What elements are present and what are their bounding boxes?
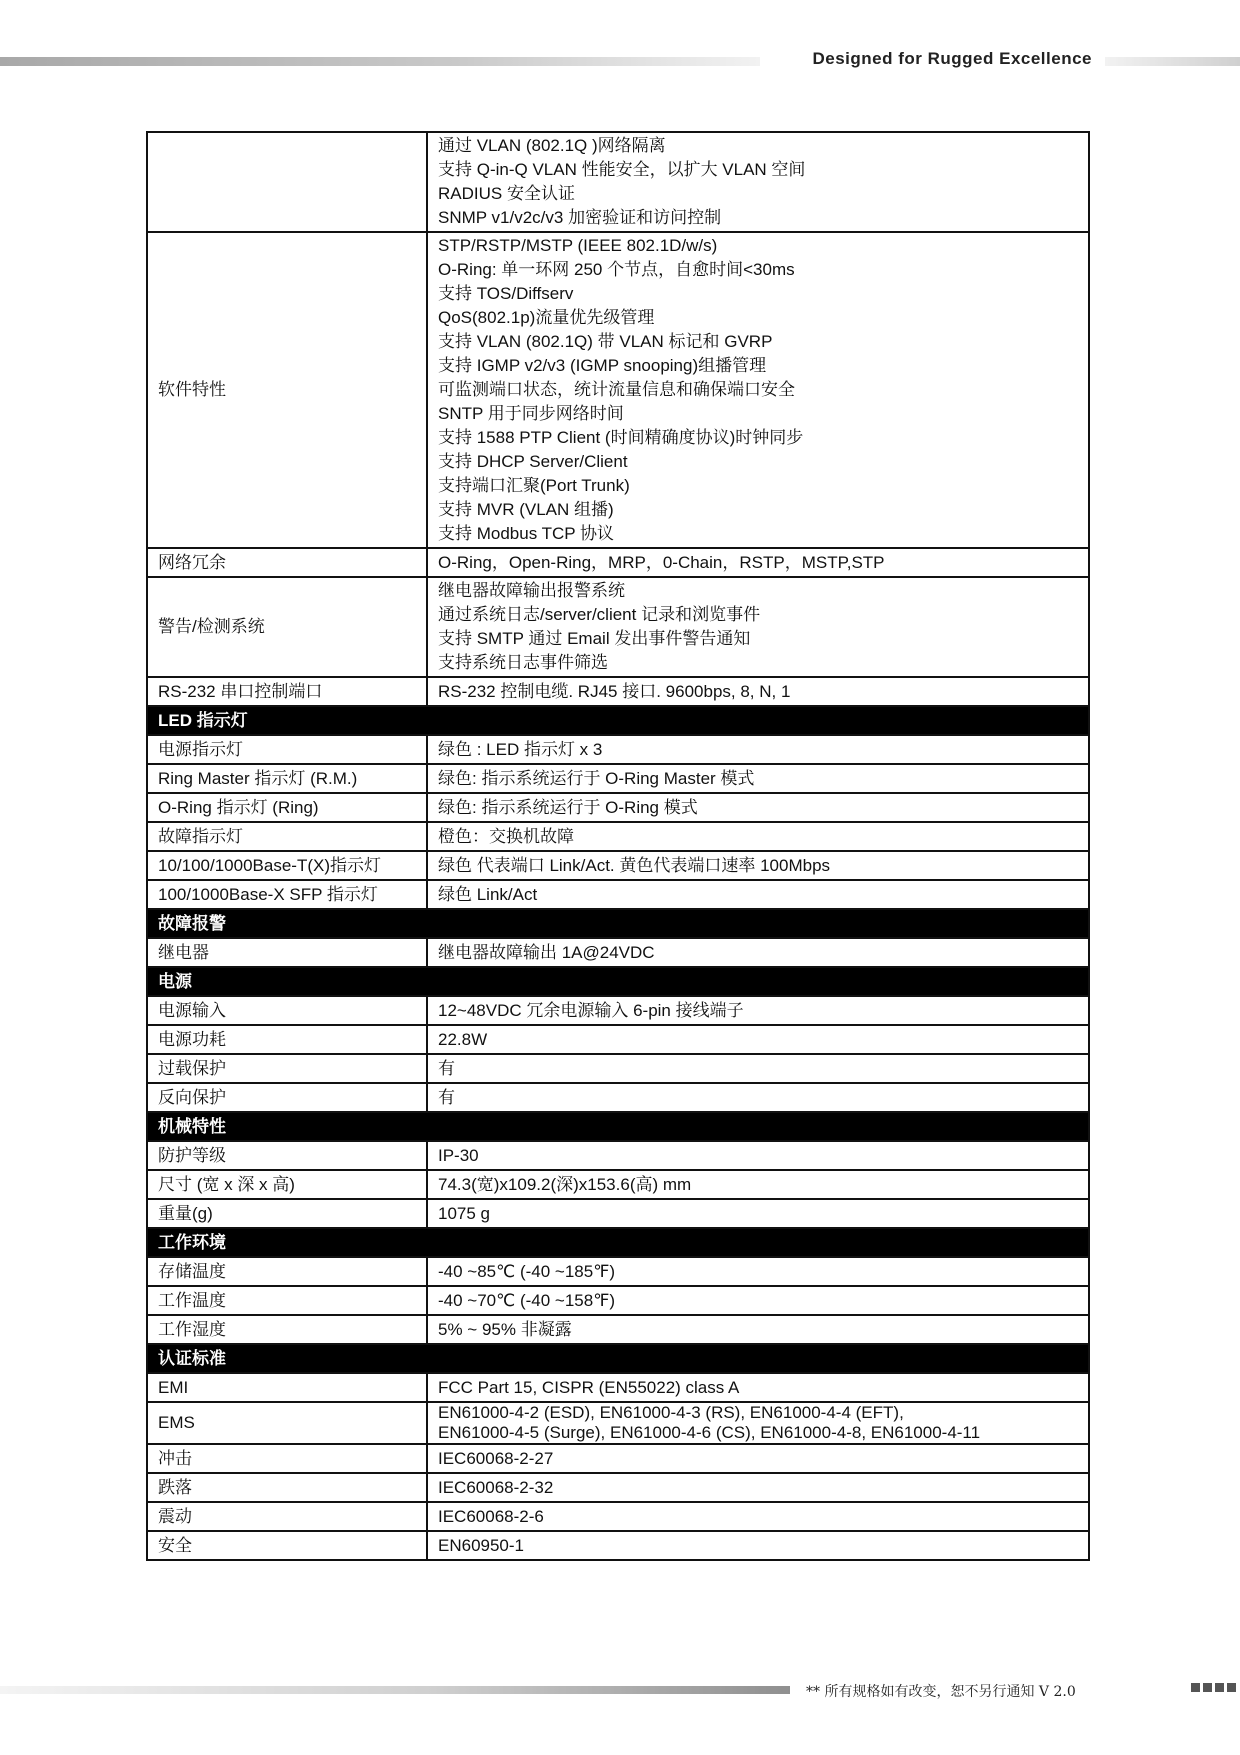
table-row bbox=[147, 1025, 1089, 1054]
table-row bbox=[147, 677, 1089, 706]
value-line: 支持 Q-in-Q VLAN 性能安全，以扩大 VLAN 空间 bbox=[438, 160, 806, 179]
row-value: FCC Part 15, CISPR (EN55022) class A bbox=[427, 1373, 1089, 1402]
row-value: 绿色 代表端口 Link/Act. 黄色代表端口速率 100Mbps bbox=[427, 851, 1089, 880]
square-icon bbox=[1203, 1683, 1212, 1692]
row-value: 有 bbox=[427, 1083, 1089, 1112]
row-value bbox=[427, 1402, 1089, 1444]
value-line: EN61000-4-2 (ESD), EN61000-4-3 (RS), EN61000-4-4 (EFT), bbox=[438, 1403, 904, 1422]
section-title: 机械特性 bbox=[147, 1112, 1089, 1141]
row-value: 绿色 Link/Act bbox=[427, 880, 1089, 909]
table-row bbox=[147, 1373, 1089, 1402]
value-line: 支持 1588 PTP Client (时间精确度协议)时钟同步 bbox=[438, 428, 804, 447]
row-key: 存储温度 bbox=[147, 1257, 427, 1286]
row-value: RS-232 控制电缆. RJ45 接口. 9600bps, 8, N, 1 bbox=[427, 677, 1089, 706]
table-row bbox=[147, 132, 1089, 232]
value-line: 支持 SMTP 通过 Email 发出事件警告通知 bbox=[438, 629, 751, 648]
row-key: EMS bbox=[147, 1402, 427, 1444]
table-row bbox=[147, 232, 1089, 548]
value-line: 支持端口汇聚(Port Trunk) bbox=[438, 476, 630, 495]
row-value bbox=[427, 232, 1089, 548]
table-row bbox=[147, 1473, 1089, 1502]
value-line: SNMP v1/v2c/v3 加密验证和访问控制 bbox=[438, 208, 722, 227]
value-line: O-Ring: 单一环网 250 个节点，自愈时间<30ms bbox=[438, 260, 795, 279]
section-header-row bbox=[147, 909, 1089, 938]
row-key: 工作湿度 bbox=[147, 1315, 427, 1344]
value-line: EN61000-4-5 (Surge), EN61000-4-6 (CS), EN61000-4-8, EN61000-4-11 bbox=[438, 1423, 981, 1442]
square-icon bbox=[1227, 1683, 1236, 1692]
row-key: 故障指示灯 bbox=[147, 822, 427, 851]
row-value: IEC60068-2-6 bbox=[427, 1502, 1089, 1531]
table-row bbox=[147, 1199, 1089, 1228]
row-key: 继电器 bbox=[147, 938, 427, 967]
value-line: 支持 MVR (VLAN 组播) bbox=[438, 500, 614, 519]
table-row bbox=[147, 764, 1089, 793]
row-key: RS-232 串口控制端口 bbox=[147, 677, 427, 706]
row-value: 1075 g bbox=[427, 1199, 1089, 1228]
value-line: 继电器故障输出报警系统 bbox=[438, 581, 625, 600]
row-key bbox=[147, 132, 427, 232]
value-line: 支持 VLAN (802.1Q) 带 VLAN 标记和 GVRP bbox=[438, 332, 773, 351]
table-row bbox=[147, 851, 1089, 880]
row-key: 过载保护 bbox=[147, 1054, 427, 1083]
table-row bbox=[147, 822, 1089, 851]
table-row bbox=[147, 1141, 1089, 1170]
row-key: Ring Master 指示灯 (R.M.) bbox=[147, 764, 427, 793]
footer-stripe bbox=[0, 1686, 790, 1694]
row-key: 警告/检测系统 bbox=[147, 577, 427, 677]
square-icon bbox=[1191, 1683, 1200, 1692]
row-key: 震动 bbox=[147, 1502, 427, 1531]
table-row bbox=[147, 996, 1089, 1025]
header-stripe bbox=[0, 57, 760, 66]
row-value: 绿色 : LED 指示灯 x 3 bbox=[427, 735, 1089, 764]
table-row bbox=[147, 1257, 1089, 1286]
row-key: 电源功耗 bbox=[147, 1025, 427, 1054]
row-value: O-Ring，Open-Ring，MRP，0-Chain，RSTP，MSTP,STP bbox=[427, 548, 1089, 577]
table-row bbox=[147, 1402, 1089, 1444]
value-line: STP/RSTP/MSTP (IEEE 802.1D/w/s) bbox=[438, 236, 718, 255]
spec-table bbox=[146, 131, 1090, 1561]
value-line: 通过 VLAN (802.1Q )网络隔离 bbox=[438, 136, 666, 155]
row-key: 安全 bbox=[147, 1531, 427, 1560]
table-row bbox=[147, 1170, 1089, 1199]
row-key: 冲击 bbox=[147, 1444, 427, 1473]
row-key: 100/1000Base-X SFP 指示灯 bbox=[147, 880, 427, 909]
row-key: 电源指示灯 bbox=[147, 735, 427, 764]
section-header-row bbox=[147, 967, 1089, 996]
row-key: 防护等级 bbox=[147, 1141, 427, 1170]
row-key: 电源输入 bbox=[147, 996, 427, 1025]
row-value bbox=[427, 577, 1089, 677]
section-header-row bbox=[147, 706, 1089, 735]
value-line: RADIUS 安全认证 bbox=[438, 184, 575, 203]
table-row bbox=[147, 1083, 1089, 1112]
value-line: 支持 TOS/Diffserv bbox=[438, 284, 574, 303]
section-header-row bbox=[147, 1112, 1089, 1141]
section-title: LED 指示灯 bbox=[147, 706, 1089, 735]
row-value: IP-30 bbox=[427, 1141, 1089, 1170]
section-title: 故障报警 bbox=[147, 909, 1089, 938]
row-key: EMI bbox=[147, 1373, 427, 1402]
table-row bbox=[147, 1502, 1089, 1531]
row-key: 尺寸 (宽 x 深 x 高) bbox=[147, 1170, 427, 1199]
row-key: 工作温度 bbox=[147, 1286, 427, 1315]
section-title: 电源 bbox=[147, 967, 1089, 996]
row-value: -40 ~85℃ (-40 ~185℉) bbox=[427, 1257, 1089, 1286]
table-row bbox=[147, 1444, 1089, 1473]
table-row bbox=[147, 1286, 1089, 1315]
value-line: 支持 Modbus TCP 协议 bbox=[438, 524, 615, 543]
row-value: IEC60068-2-32 bbox=[427, 1473, 1089, 1502]
table-row bbox=[147, 1054, 1089, 1083]
row-value: 橙色：交换机故障 bbox=[427, 822, 1089, 851]
row-value: EN60950-1 bbox=[427, 1531, 1089, 1560]
section-title: 认证标准 bbox=[147, 1344, 1089, 1373]
row-value: -40 ~70℃ (-40 ~158℉) bbox=[427, 1286, 1089, 1315]
row-key: 重量(g) bbox=[147, 1199, 427, 1228]
table-row bbox=[147, 1531, 1089, 1560]
row-key: 软件特性 bbox=[147, 232, 427, 548]
row-value: 继电器故障输出 1A@24VDC bbox=[427, 938, 1089, 967]
value-line: SNTP 用于同步网络时间 bbox=[438, 404, 624, 423]
row-key: 反向保护 bbox=[147, 1083, 427, 1112]
row-value: 绿色: 指示系统运行于 O-Ring 模式 bbox=[427, 793, 1089, 822]
value-line: 支持 DHCP Server/Client bbox=[438, 452, 628, 471]
section-header-row bbox=[147, 1344, 1089, 1373]
table-row bbox=[147, 1315, 1089, 1344]
value-line: 可监测端口状态，统计流量信息和确保端口安全 bbox=[438, 380, 795, 399]
value-line: 支持 IGMP v2/v3 (IGMP snooping)组播管理 bbox=[438, 356, 767, 375]
table-row bbox=[147, 735, 1089, 764]
table-row bbox=[147, 548, 1089, 577]
row-key: O-Ring 指示灯 (Ring) bbox=[147, 793, 427, 822]
row-value: IEC60068-2-27 bbox=[427, 1444, 1089, 1473]
section-title: 工作环境 bbox=[147, 1228, 1089, 1257]
row-key: 跌落 bbox=[147, 1473, 427, 1502]
table-row bbox=[147, 577, 1089, 677]
row-value: 绿色: 指示系统运行于 O-Ring Master 模式 bbox=[427, 764, 1089, 793]
section-header-row bbox=[147, 1228, 1089, 1257]
value-line: 支持系统日志事件筛选 bbox=[438, 653, 608, 672]
footer-squares-decoration bbox=[1191, 1683, 1236, 1692]
row-value: 74.3(宽)x109.2(深)x153.6(高) mm bbox=[427, 1170, 1089, 1199]
value-line: 通过系统日志/server/client 记录和浏览事件 bbox=[438, 605, 761, 624]
row-value bbox=[427, 132, 1089, 232]
footer-disclaimer: ** 所有规格如有改变，恕不另行通知 V 2.0 bbox=[806, 1684, 1076, 1700]
value-line: QoS(802.1p)流量优先级管理 bbox=[438, 308, 655, 327]
header-tagline: Designed for Rugged Excellence bbox=[812, 49, 1092, 68]
table-row bbox=[147, 938, 1089, 967]
row-value: 22.8W bbox=[427, 1025, 1089, 1054]
table-row bbox=[147, 880, 1089, 909]
header-stripe-right bbox=[1105, 57, 1240, 66]
row-value: 5% ~ 95% 非凝露 bbox=[427, 1315, 1089, 1344]
row-value: 12~48VDC 冗余电源输入 6-pin 接线端子 bbox=[427, 996, 1089, 1025]
row-value: 有 bbox=[427, 1054, 1089, 1083]
table-row bbox=[147, 793, 1089, 822]
row-key: 10/100/1000Base-T(X)指示灯 bbox=[147, 851, 427, 880]
row-key: 网络冗余 bbox=[147, 548, 427, 577]
square-icon bbox=[1215, 1683, 1224, 1692]
